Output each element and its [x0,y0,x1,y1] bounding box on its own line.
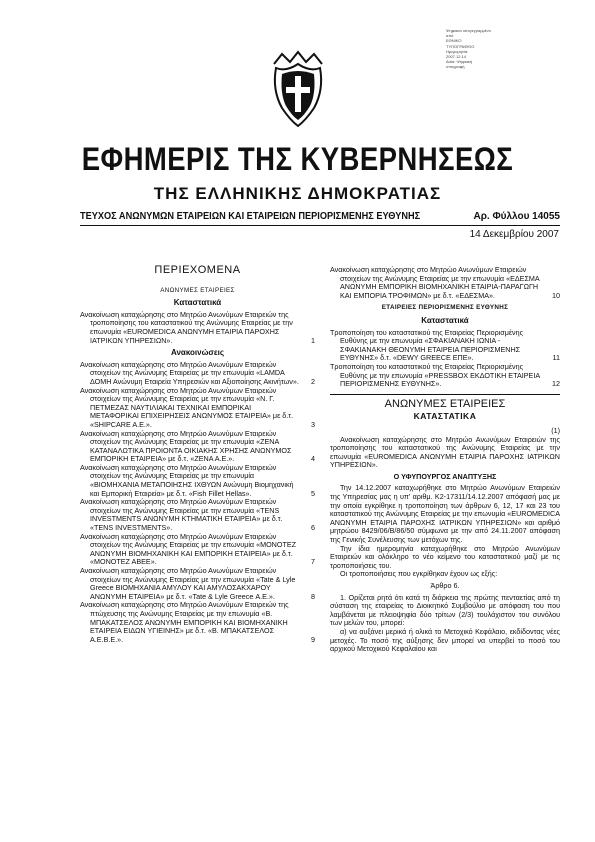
entry-page: 7 [311,557,315,567]
masthead-rule [80,225,560,226]
entry-text: Ανακοίνωση καταχώρησης στο Μητρώο Ανωνύμων Εταιρειών της πτώχευσης της Ανώνυμης Εταιρείας με την επωνυμία «Β. ΜΠΑΚΑΤΣΕΛΟΣ ΑΝΩΝΥΜΗ ΕΜΠΟΡΙΚΗ ΚΑΙ ΒΙΟΜΗΧΑΝΙΚΗ ΕΤΑΙΡΕΙΑ ΕΙΔΩΝ ΥΓΙΕΙΝΗΣ» με δ.τ. «Β. ΜΠΑΚΑΤΣΕΛΟΣ Α.Ε.Β.Ε.». [80,600,289,644]
entry-text: Ανακοίνωση καταχώρησης στο Μητρώο Ανωνύμων Εταιρειών στοιχείων της Ανώνυμης Εταιρείας με την επωνυμία «ΒΙΟΜΗΧΑΝΙΑ ΜΕΤΑΠΟΙΗΣΗΣ ΙΧΘΥΩΝ Ανώνυμη Βιομηχανική και Εμπορική Εταιρεία» με δ.τ. «Fish Fillet Hellas». [80,462,294,498]
entry-page: 1 [311,335,315,345]
entry-page: 5 [311,488,315,498]
contents-entry[interactable] [330,329,560,363]
entry-page: 4 [311,454,315,464]
entry-text: Ανακοίνωση καταχώρησης στο Μητρώο Ανωνύμων Εταιρειών της τροποποίησης του καταστατικού της Ανώνυμης Εταιρείας με την επωνυμία «EUROMEDICA ΑΝΩΝΥΜΗ ΕΤΑΙΡΙΑ ΠΑΡΟΧΗΣ ΙΑΤΡΙΚΩΝ ΥΠΗΡΕΣΙΩΝ». [80,309,293,345]
digital-signature [446,28,536,70]
contents-left-column [80,266,315,644]
contents-entry[interactable] [80,498,315,532]
body-paragraph: Την ίδια ημερομηνία καταχωρήθηκε στο Μητρώο Ανωνύμων Εταιρειών και ολόκληρο το νέο κείμενο του καταστατικού μαζί με τις τροποποιήσεις του. [330,543,560,570]
contents-entry[interactable] [80,361,315,387]
entry-page: 12 [552,379,560,389]
issue-series: ΤΕΥΧΟΣ ΑΝΩΝΥΜΩΝ ΕΤΑΙΡΕΙΩΝ ΚΑΙ ΕΤΑΙΡΕΙΩΝ ΠΕΡΙΟΡΙΣΜΕΝΗΣ ΕΥΘΥΝΗΣ [80,211,421,222]
signature-line: 2007.12.14 [446,54,467,60]
entry-text: Τροποποίηση του καταστατικού της Εταιρείας Περιορισμένης Ευθύνης με την επωνυμία «ΣΦΑΚΙΑΝΑΚΗ ΙΩΝΙΑ - ΣΦΑΚΙΑΝΑΚΗ ΘΕΟΝΥΜΗ ΕΤΑΙΡΕΙΑ ΠΕΡΙΟΡΙΣΜΕΝΗΣ ΕΥΘΥΝΗΣ» δ.τ. «DEWY GREECE ΕΠΕ». [330,327,524,363]
entry-text: Ανακοίνωση καταχώρησης στο Μητρώο Ανωνύμων Εταιρειών στοιχείων της Ανώνυμης Εταιρείας με την επωνυμία «ΖΕΝΑ ΚΑΤΑΝΑΛΩΤΙΚΑ ΠΡΟΙΟΝΤΑ ΟΙΚΙΑΚΗΣ ΧΡΗΣΗΣ ΑΝΩΝΥΜΟΣ ΕΜΠΟΡΙΚΗ ΕΤΑΙΡΕΙΑ» με δ.τ. «ΖΕΝΑ Α.Ε.». [80,428,292,464]
issue-date: 14 Δεκεμβρίου 2007 [469,229,559,240]
announcements-heading: Ανακοινώσεις [170,348,224,358]
masthead-subtitle: ΤΗΣ ΕΛΛΗΝΙΚΗΣ ΔΗΜΟΚΡΑΤΙΑΣ [153,184,442,203]
ltd-heading: ΕΤΑΙΡΕΙΕΣ ΠΕΡΙΟΡΙΣΜΕΝΗΣ ΕΥΘΥΝΗΣ [381,304,509,312]
contents-entry[interactable] [80,464,315,498]
section-lead: Ανακοίνωση καταχώρησης στο Μητρώο Ανωνύμων Εταιρειών της τροποποίησης του καταστατικού της Ανώνυμης Εταιρείας με την επωνυμία «EUROMEDICA ΑΝΩΝΥΜΗ ΕΤΑΙΡΙΑ ΠΑΡΟΧΗΣ ΙΑΤΡΙΚΩΝ ΥΠΗΡΕΣΙΩΝ». [330,434,560,470]
section-heading: ΑΝΩΝΥΜΕΣ ΕΤΑΙΡΕΙΕΣ [384,397,506,410]
contents-entry[interactable] [330,266,560,300]
entry-text: Ανακοίνωση καταχώρησης στο Μητρώο Ανωνύμων Εταιρειών στοιχείων της Ανώνυμης Εταιρείας με την επωνυμία «TENS INVESTMENTS ΑΝΩΝΥΜΗ ΚΤΗΜΑΤΙΚΗ ΕΤΑΙΡΕΙΑ» με δ.τ. «TENS INVESTMENTS». [80,497,283,533]
sa-heading: ΑΝΩΝΥΜΕΣ ΕΤΑΙΡΕΙΕΣ [160,286,235,294]
article-heading: Άρθρο 6. [430,581,460,590]
entry-page: 9 [311,634,315,644]
entry-text: Ανακοίνωση καταχώρησης στο Μητρώο Ανωνύμων Εταιρειών στοιχείων της Ανώνυμης Εταιρείας με την επωνυμία «Ν. Γ. ΠΕΤΜΕΖΑΣ ΝΑΥΤΙΛΙΑΚΑΙ ΤΕΧΝΙΚΑΙ ΕΜΠΟΡΙΚΑΙ ΜΕΤΑΦΟΡΙΚΑΙ ΕΠΙΧΕΙΡΗΣΕΙΣ ΑΝΩΝΥΜΟΣ ΕΤΑΙΡΕΙΑ» με δ.τ. «SHIPCARE A.E.». [80,385,294,429]
signature-line: Ημερομηνία: [446,48,469,54]
contents-entry[interactable] [80,533,315,567]
signature-line: από [446,33,454,39]
signature-line: ΕΘΝΙΚΟ [446,38,462,44]
entry-text: Ανακοίνωση καταχώρησης στο Μητρώο Ανωνύμων Εταιρειών στοιχείων της Ανώνυμης Εταιρείας με την επωνυμία «ΕΔΕΣΜΑ ΑΝΩΝΥΜΗ ΕΜΠΟΡΙΚΗ ΒΙΟΜΗΧΑΝΙΚΗ ΕΤΑΙΡΙΑ-ΠΑΡΑΓΩΓΗ ΚΑΙ ΕΜΠΟΡΙΑ ΤΡΟΦΙΜΩΝ» με δ.τ. «ΕΔΕΣΜΑ». [330,265,540,300]
entry-page: 11 [552,353,560,363]
contents-entry[interactable] [80,311,315,345]
contents-entry[interactable] [80,567,315,601]
entry-page: 10 [552,290,560,300]
body-paragraph: Την 14.12.2007 καταχωρήθηκε στο Μητρώο Ανωνύμων Εταιρειών της Υπηρεσίας μας η υπ' αριθμ. Κ2-17311/14.12.2007 απόφασή μας με την οποία εγκρίθηκε η τροποποίηση των άρθρων 6, 12, 17 και 23 του καταστατικού της Ανώνυμης Εταιρείας με την επωνυμία «EUROMEDICA ΑΝΩΝΥΜΗ ΕΤΑΙΡΙΑ ΠΑΡΟΧΗΣ ΙΑΤΡΙΚΩΝ ΥΠΗΡΕΣΙΩΝ» και αριθμό μητρώου 8429/06/Β/86/50 σύμφωνα με την από 24.11.2007 απόφαση της Γενικής Συνέλευσης των μετόχων της. [330,483,561,545]
article-paragraph: α) να αυξάνει μερικά ή ολικά το Μετοχικό Κεφάλαιο, εκδίδοντας νέες μετοχές. Το ποσό της αύξησης δεν μπορεί να υπερβεί το ποσό του αρχικού Μετοχικού Κεφαλαίου και [330,626,560,654]
contents-heading: ΠΕΡΙΕΧΟΜΕΝΑ [154,264,241,276]
statutes-heading: Καταστατικά [173,298,222,308]
entry-text: Ανακοίνωση καταχώρησης στο Μητρώο Ανωνύμων Εταιρειών στοιχείων της Ανώνυμης Εταιρείας με την επωνυμία «LAMDA ΔΟΜΗ Ανώνυμη Εταιρεία Υπηρεσιών και Αξιοποίησης Ακινήτων». [80,359,299,386]
contents-right-column [330,266,560,654]
entry-text: Ανακοίνωση καταχώρησης στο Μητρώο Ανωνύμων Εταιρειών στοιχείων της Ανώνυμης Εταιρείας με την επωνυμία «Tate & Lyle Greece ΒΙΟΜΗΧΑΝΙΑ ΑΜΥΛΟΥ ΚΑΙ ΑΜΥΛΟΣΑΚΧΑΡΟΥ ΑΝΩΝΥΜΗ ΕΤΑΙΡΕΙΑ» με δ.τ. «Tate & Lyle Greece Α.Ε.». [80,566,296,601]
entry-page: 6 [311,523,315,533]
entry-text: Ανακοίνωση καταχώρησης στο Μητρώο Ανωνύμων Εταιρειών στοιχείων της Ανώνυμης Εταιρείας με την επωνυμία «ΜΟΝΟΤΕΖ ΑΝΩΝΥΜΗ ΒΙΟΜΗΧΑΝΙΚΗ ΚΑΙ ΕΜΠΟΡΙΚΗ ΕΤΑΙΡΕΙΑ» με δ.τ. «ΜΟΝΟΤΕΖ ΑΒΕΕ». [80,531,297,567]
contents-entry[interactable] [80,430,315,464]
entry-page: 3 [311,419,315,429]
item-number: (1) [551,425,560,435]
entry-page: 8 [311,591,315,601]
signature-line: Αιτία: Ψηφιακή [446,59,473,65]
entry-page: 2 [311,376,315,386]
issue-number: Αρ. Φύλλου 14055 [473,211,560,222]
entry-text: Τροποποίηση του καταστατικού της Εταιρείας Περιορισμένης Ευθύνης με την επωνυμία «PRESSBOX ΕΚΔΟΤΙΚΗ ΕΤΑΙΡΕΙΑ ΠΕΡΙΟΡΙΣΜΕΝΗΣ ΕΥΘΥΝΗΣ». [330,361,540,389]
signature-line: υπογραφή [446,64,465,70]
section-divider [330,394,560,395]
issue-row [80,211,560,225]
coat-of-arms-icon [270,50,326,130]
masthead-title: ΕΦΗΜΕΡΙΣ ΤΗΣ ΚΥΒΕΡΝΗΣΕΩΣ [81,141,514,177]
signature-line: Ψηφιακά υπογεγραμμένο [446,28,491,33]
body-paragraph: Οι τροποποιήσεις που εγκρίθηκαν έχουν ως εξής: [340,569,498,579]
article-paragraph: 1. Ορίζεται ρητά ότι κατά τη διάρκεια της πρώτης πενταετίας από τη σύσταση της εταιρείας το Διοικητικό Συμβούλιο με απόφαση του που λαμβάνεται με πλειοψηφία δύο τρίτων (2/3) τουλάχιστον του συνόλου των μελών του, μπορεί: [330,592,560,628]
ltd-statutes-heading: Καταστατικά [421,315,469,325]
contents-entry[interactable] [80,601,315,644]
contents-entry[interactable] [80,387,315,430]
section-subheading: ΚΑΤΑΣΤΑΤΙΚΑ [413,411,477,422]
contents-entry[interactable] [330,363,560,389]
authority: Ο ΥΦΥΠΟΥΡΓΟΣ ΑΝΑΠΤΥΞΗΣ [393,471,497,481]
signature-line: ΤΥΠΟΓΡΑΦΕΙΟ [446,43,475,49]
